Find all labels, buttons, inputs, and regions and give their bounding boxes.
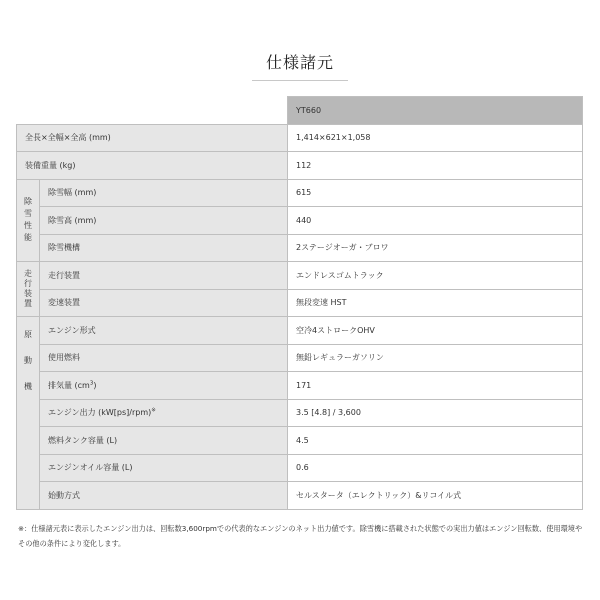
group-char: 機 (24, 382, 32, 391)
footnote: ※：仕様諸元表に表示したエンジン出力は、回転数3,600rpmでの代表的なエンジンのネット出力値です。除雪機に搭載された状態での実出力値はエンジン回転数、使用環境やその他の条件により変化します。 (18, 524, 583, 548)
group-label-snow (17, 179, 40, 262)
spec-table (16, 96, 583, 510)
row-value-transmission: 無段変速 HST (288, 289, 583, 317)
group-label-travel (17, 262, 40, 317)
table-row (17, 317, 583, 345)
group-char: 装 (24, 289, 32, 298)
table-row (17, 399, 583, 427)
page-title: 仕様諸元 (265, 53, 334, 72)
row-label-output (40, 399, 288, 427)
table-row (17, 454, 583, 482)
row-value-engine-type: 空冷4ストロークOHV (288, 317, 583, 345)
row-label-snow-width: 除雪幅 (mm) (40, 179, 288, 207)
header-blank-cell (17, 97, 288, 125)
row-label-start: 始動方式 (40, 482, 288, 510)
row-value-output: 3.5 [4.8] / 3,600 (288, 399, 583, 427)
row-value-dimensions: 1,414×621×1,058 (288, 124, 583, 152)
table-row (17, 289, 583, 317)
row-value-snow-height: 440 (288, 207, 583, 235)
row-label-transmission: 変速装置 (40, 289, 288, 317)
table-row (17, 152, 583, 180)
group-char: 除 (24, 197, 32, 207)
label-text: ) (93, 380, 97, 390)
group-char: 雪 (24, 209, 32, 219)
row-label-dimensions: 全長×全幅×全高 (mm) (17, 124, 288, 152)
table-row (17, 207, 583, 235)
row-value-snow-width: 615 (288, 179, 583, 207)
row-value-oil: 0.6 (288, 454, 583, 482)
row-label-weight: 装備重量 (kg) (17, 152, 288, 180)
table-row (17, 262, 583, 290)
group-char: 原 (24, 330, 32, 339)
table-row (17, 124, 583, 152)
table-row (17, 482, 583, 510)
group-char: 行 (24, 279, 32, 288)
table-row (17, 234, 583, 262)
row-value-fuel: 無鉛レギュラーガソリン (288, 344, 583, 372)
group-label-engine (17, 317, 40, 510)
label-superscript: ※ (151, 407, 156, 414)
table-row (17, 179, 583, 207)
group-char: 置 (24, 299, 32, 308)
label-text: エンジン出力 (kW[ps]/rpm) (48, 408, 152, 418)
row-value-displacement: 171 (288, 372, 583, 400)
row-label-fuel-tank: 燃料タンク容量 (L) (40, 427, 288, 455)
row-value-weight: 112 (288, 152, 583, 180)
row-value-snow-mechanism: 2ステージオーガ・ブロワ (288, 234, 583, 262)
row-label-engine-type: エンジン形式 (40, 317, 288, 345)
table-row (17, 372, 583, 400)
row-label-displacement (40, 372, 288, 400)
row-value-start: セルスタータ（エレクトリック）&リコイル式 (288, 482, 583, 510)
title-underline (252, 80, 348, 81)
row-label-fuel: 使用燃料 (40, 344, 288, 372)
group-char: 走 (24, 269, 32, 278)
label-text: 排気量 (cm (48, 380, 90, 390)
row-label-snow-height: 除雪高 (mm) (40, 207, 288, 235)
table-row (17, 344, 583, 372)
table-header-row (17, 97, 583, 125)
label-superscript: 3 (89, 380, 94, 387)
group-char: 性 (24, 221, 32, 231)
row-value-fuel-tank: 4.5 (288, 427, 583, 455)
group-char: 動 (24, 356, 32, 365)
table-row (17, 427, 583, 455)
row-label-snow-mechanism: 除雪機構 (40, 234, 288, 262)
row-label-drive: 走行装置 (40, 262, 288, 290)
row-label-oil: エンジンオイル容量 (L) (40, 454, 288, 482)
row-value-drive: エンドレスゴムトラック (288, 262, 583, 290)
group-char: 能 (24, 233, 32, 243)
model-header: YT660 (288, 97, 583, 125)
